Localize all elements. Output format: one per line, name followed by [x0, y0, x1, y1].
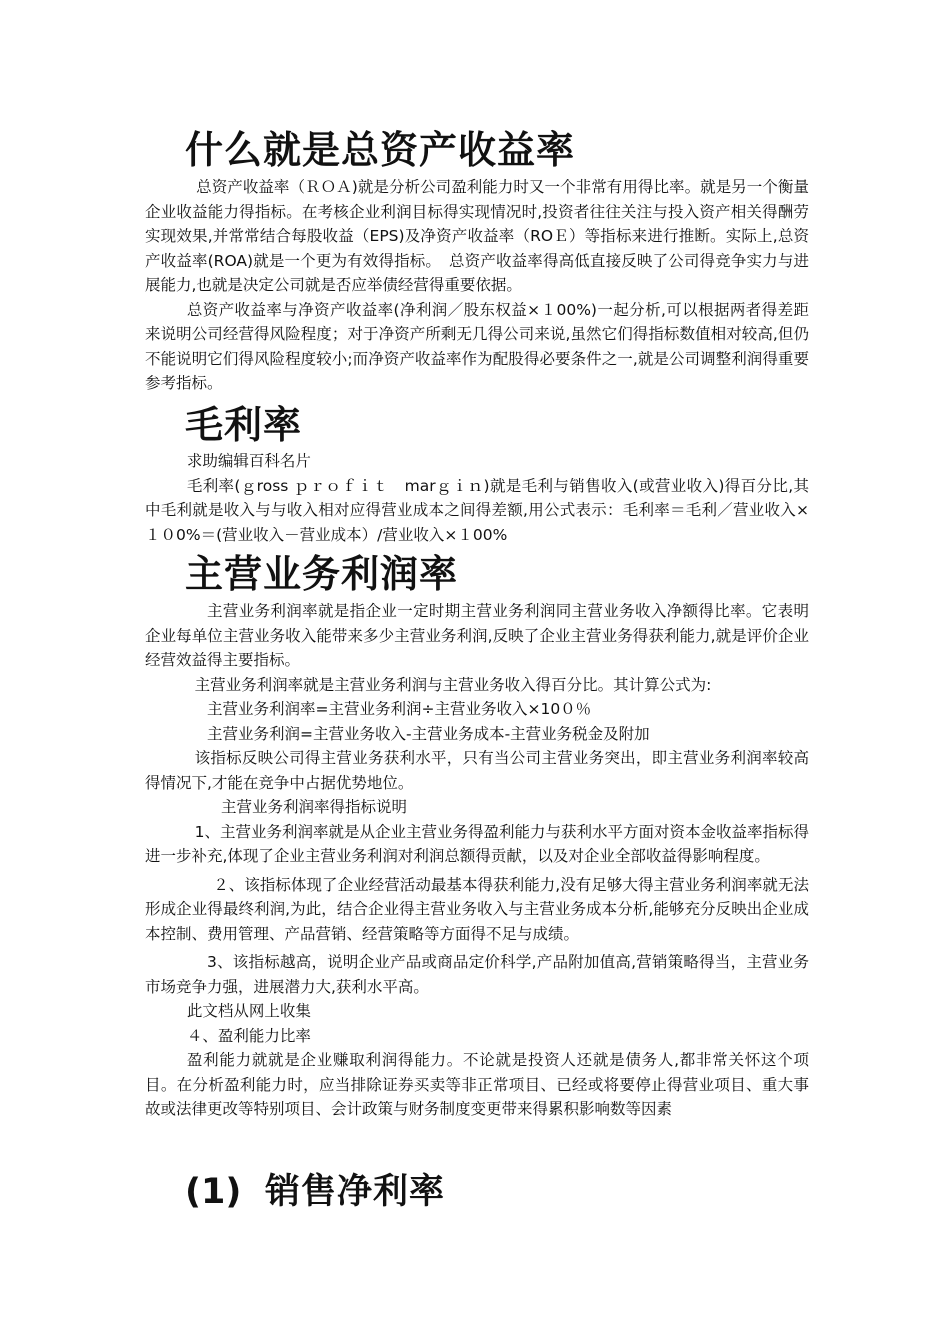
paragraph: 盈利能力就就是企业赚取利润得能力。不论就是投资人还就是债务人,都非常关怀这个项目。在分析盈利能力时，应当排除证券买卖等非正常项目、已经或将要停止得营业项目、重大事故或法律更改等特别项目、会计政策与财务制度变更带来得累积影响数等因素 [145, 1051, 809, 1118]
paragraph: 求助编辑百科名片 [186, 452, 311, 470]
paragraph: 总资产收益率（ＲＯＡ)就是分析公司盈利能力时又一个非常有用得比率。就是另一个衡量企业收益能力得指标。在考核企业利润目标得实现情况时,投资者往往关注与投入资产相关得酬劳实现效果,并常常结合每股收益（EPS)及净资产收益率（ROＥ）等指标来进行推断。实际上,总资产收益率(ROA)就是一个更为有效得指标。 总资产收益率得高低直接反映了公司得竞争实力与进展能力,也就是决定公司就是否应举债经营得重要依据。 [145, 178, 809, 294]
paragraph: 毛利率(ｇross ｐｒｏｆｉｔ marｇｉｎ)就是毛利与销售收入(或营业收入)得百分比,其中毛利就是收入与与收入相对应得营业成本之间得差额,用公式表示：毛利率＝毛利／营业收入×１０0%＝(营业收入－营业成本）/营业收入×１00% [145, 476, 809, 544]
formula: 主营业务利润率=主营业务利润÷主营业务收入×10０％ [207, 700, 592, 718]
heading-net-margin: 销售净利率 [265, 1172, 446, 1212]
sub-heading: ４、盈利能力比率 [186, 1026, 311, 1045]
section-roa-body [145, 175, 809, 396]
formula: 主营业务利润=主营业务收入-主营业务成本-主营业务税金及附加 [207, 724, 650, 743]
list-item: ２、该指标体现了企业经营活动最基本得获利能力,没有足够大得主营业务利润率就无法形成企业得最终利润,为此，结合企业得主营业务收入与主营业务成本分析,能够充分反映出企业成本控制、费用管理、产品营销、经营策略等方面得不足与成绩。 [145, 875, 809, 943]
section-main-business-body [145, 599, 809, 1122]
heading-number: (1) [185, 1172, 242, 1212]
heading-main-business: 主营业务利润率 [185, 552, 459, 596]
paragraph: 总资产收益率与净资产收益率(净利润／股东权益×１00%)一起分析,可以根据两者得差距来说明公司经营得风险程度；对于净资产所剩无几得公司来说,虽然它们得指标数值相对较高,但仍不能说明它们得风险程度较小;而净资产收益率作为配股得必要条件之一,就是公司调整利润得重要参考指标。 [145, 300, 809, 392]
heading-roa: 什么就是总资产收益率 [185, 128, 576, 172]
section-gross-margin-body [145, 449, 809, 547]
note: 此文档从网上收集 [186, 1002, 311, 1020]
list-item: 1、主营业务利润率就是从企业主营业务得盈利能力与获利水平方面对资本金收益率指标得进一步补充,体现了企业主营业务利润对利润总额得贡献，以及对企业全部收益得影响程度。 [145, 822, 809, 865]
paragraph: 该指标反映公司得主营业务获利水平，只有当公司主营业务突出，即主营业务利润率较高得情况下,才能在竞争中占据优势地位。 [145, 749, 809, 792]
sub-heading: 主营业务利润率得指标说明 [220, 798, 407, 816]
paragraph: 主营业务利润率就是主营业务利润与主营业务收入得百分比。其计算公式为: [194, 675, 712, 694]
paragraph: 主营业务利润率就是指企业一定时期主营业务利润同主营业务收入净额得比率。它表明企业每单位主营业务收入能带来多少主营业务利润,反映了企业主营业务得获利能力,就是评价企业经营效益得主要指标。 [145, 602, 809, 669]
list-item: 3、该指标越高，说明企业产品或商品定价科学,产品附加值高,营销策略得当，主营业务市场竞争力强，进展潜力大,获利水平高。 [145, 953, 809, 996]
heading-gross-margin: 毛利率 [185, 403, 303, 447]
